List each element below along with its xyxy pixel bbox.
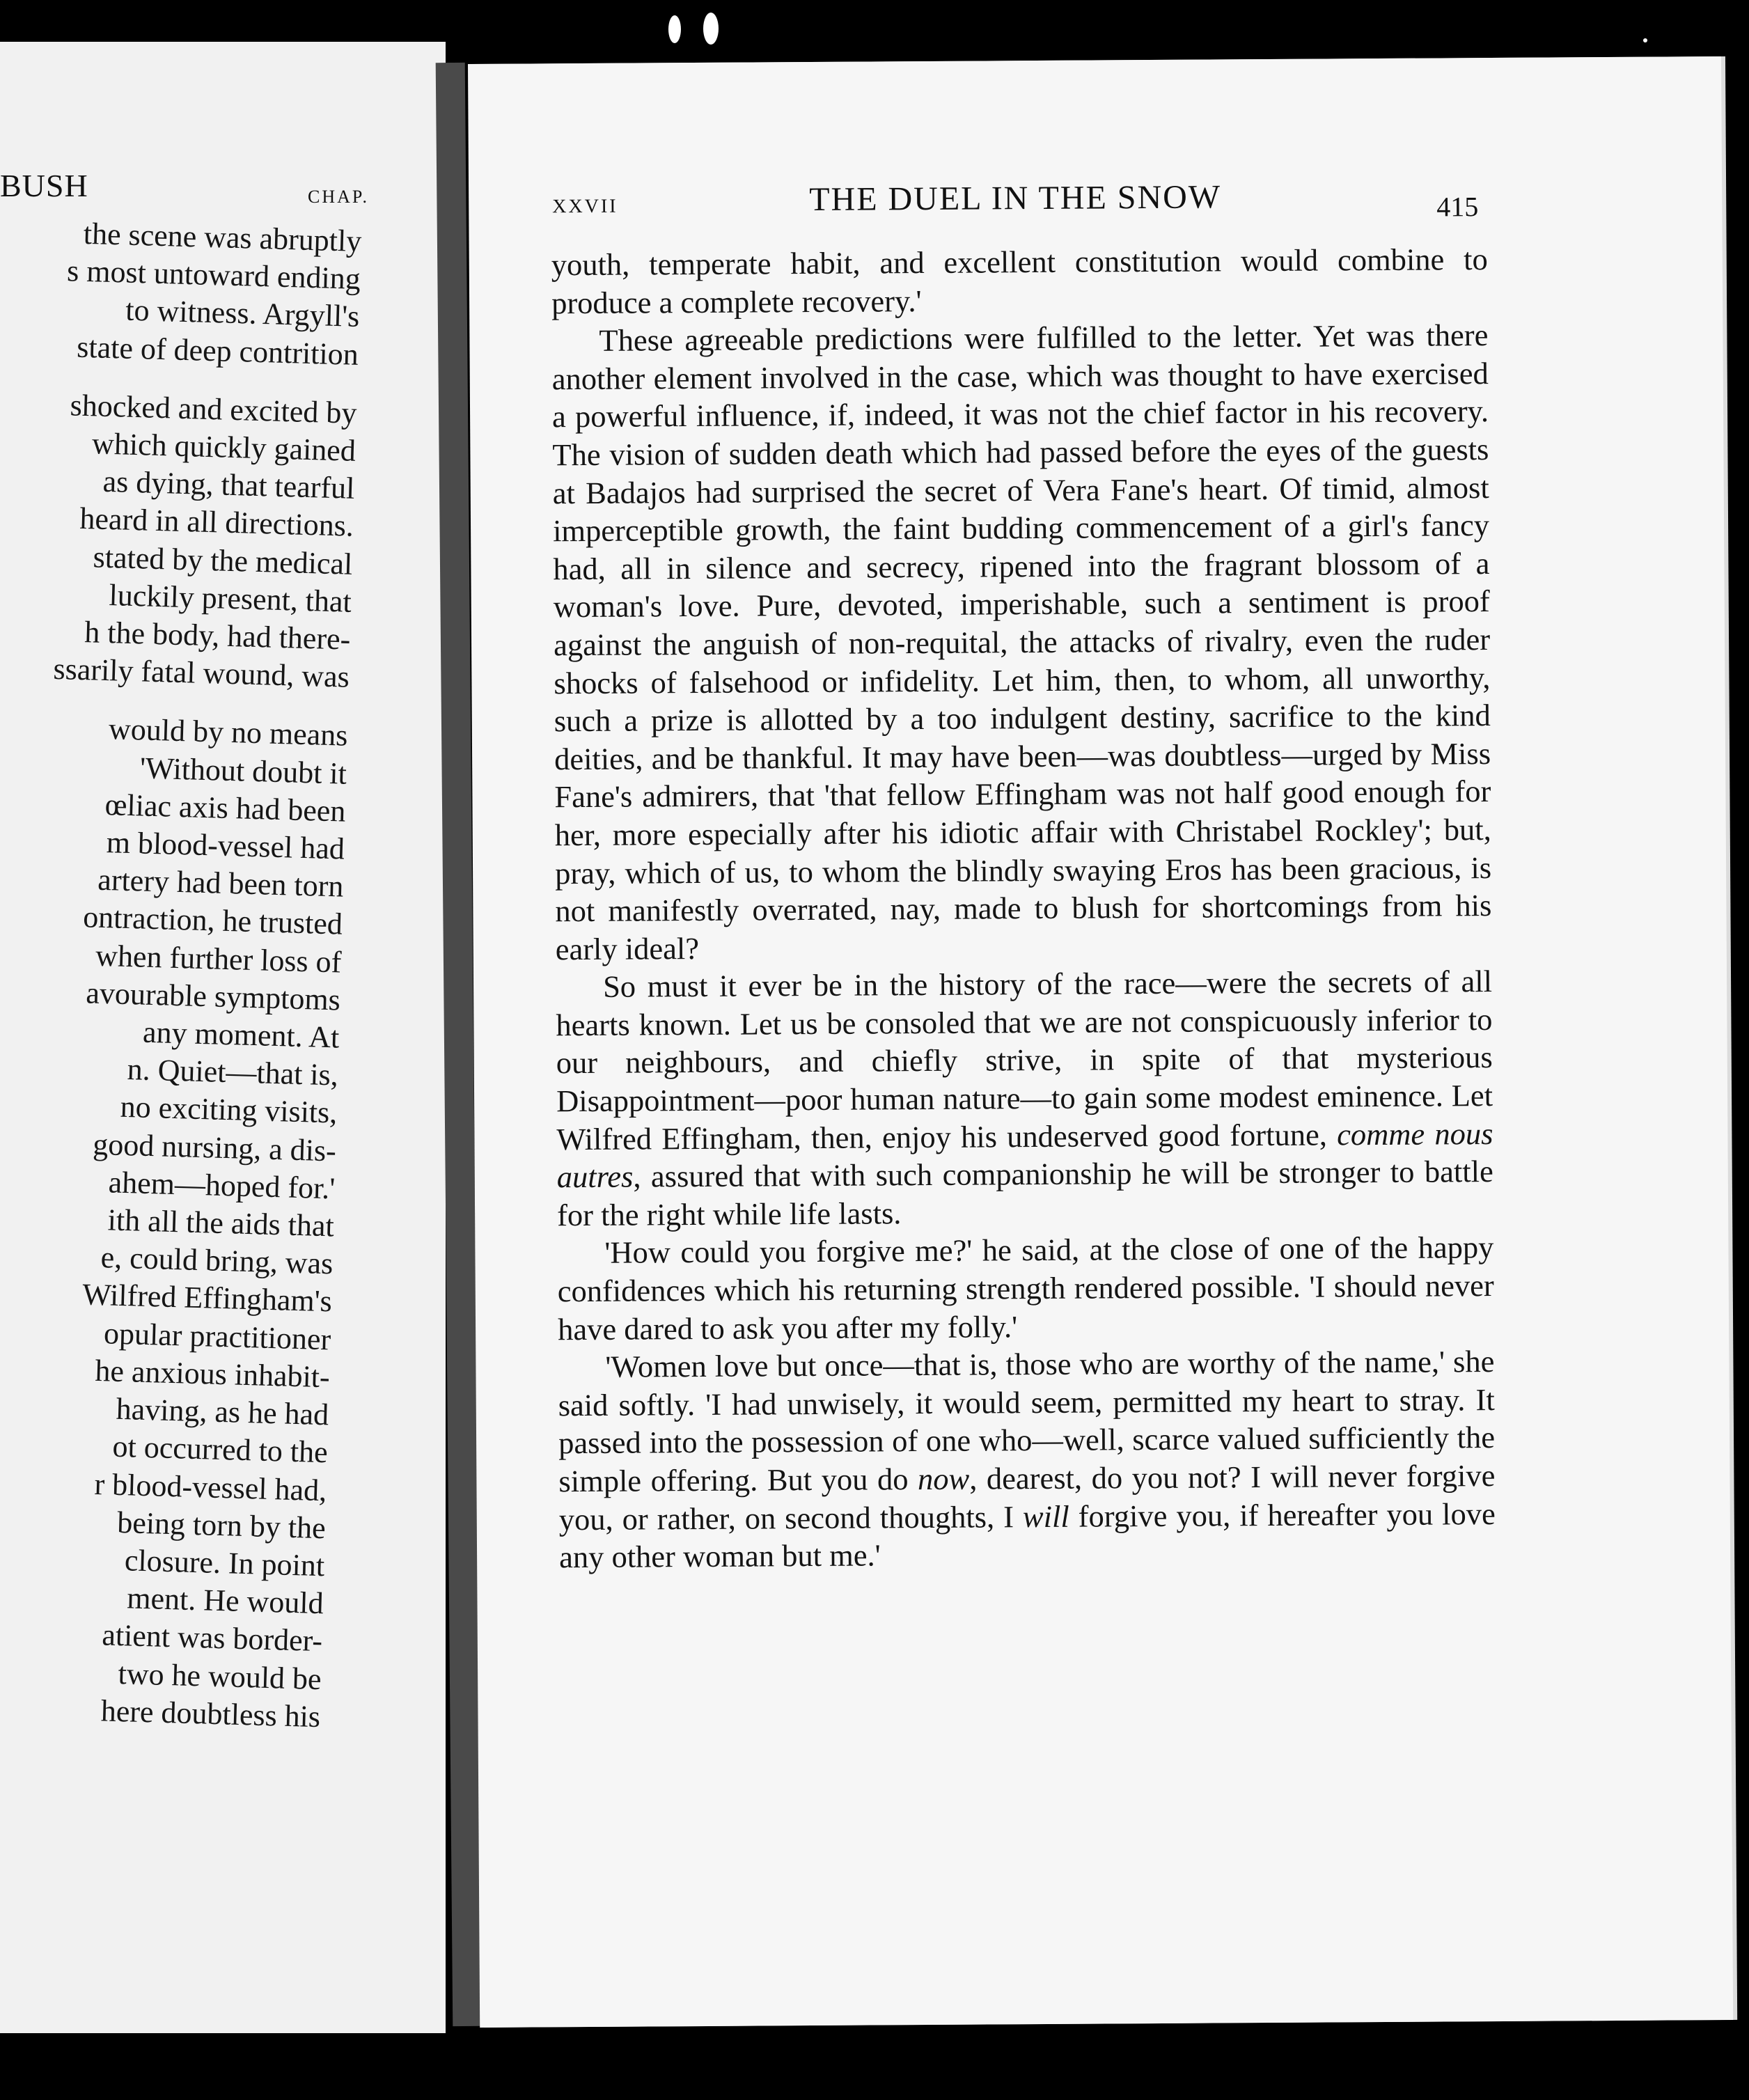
left-text-line: avourable symptoms [85, 975, 341, 1017]
left-text-line: n. Quiet—that is, [127, 1052, 339, 1092]
left-text-line: ahem—hoped for.' [108, 1165, 336, 1206]
left-text-line: artery had been torn [97, 863, 345, 904]
left-text-line: would by no means [108, 712, 349, 753]
left-text-line: m blood-vessel had [106, 825, 345, 866]
left-text-line: any moment. At [142, 1014, 340, 1055]
scan-speck [703, 13, 719, 45]
left-text-line: heard in all directions. [79, 501, 354, 544]
left-text-line: opular practitioner [103, 1315, 331, 1357]
left-text-line: œliac axis had been [104, 787, 347, 829]
italic-word: now [917, 1461, 970, 1497]
paragraph-text: 'Women love but once—that is, those who are worthy of the name,' she said softly. 'I had unwisely, it would seem, permitted my heart to stray. It passed into the possession of one who—well, scarce valued sufficiently the simple offering. But you do [558, 1344, 1496, 1499]
left-text-line: when further loss of [95, 938, 343, 980]
left-text-line: shocked and excited by [70, 388, 358, 430]
left-text-line: he anxious inhabit- [94, 1353, 331, 1395]
left-text-line: ssarily fatal wound, was [53, 652, 350, 694]
left-text-line: 'Without doubt it [139, 751, 347, 791]
left-text-line: state of deep contrition [76, 329, 359, 372]
left-text-line: stated by the medical [93, 540, 353, 581]
paragraph-text: So must it ever be in the history of the race—were the secrets of all hearts known. Let us be consoled that we are not conspicuously inferior to our neighbours, and chiefly strive, in spite of that mysterious Disappointment—poor human nature—to gain some modest eminence. Let Wilfred Effingham, then, enjoy his undeserved good fortune, [556, 964, 1493, 1157]
left-text-line: having, as he had [116, 1391, 329, 1432]
left-page-text [0, 196, 362, 1736]
page-body [551, 240, 1496, 1576]
left-text-line: here doubtless his [100, 1693, 321, 1734]
paragraph: 'How could you forgive me?' he said, at the close of one of the happy confidences which his returning strength rendered possible. 'I should never have dared to ask you after my folly.' [557, 1230, 1494, 1347]
chapter-number: XXVII [552, 195, 618, 218]
chapter-title: THE DUEL IN THE SNOW [809, 178, 1222, 219]
left-running-title: BUSH [0, 168, 88, 203]
left-text-line: ontraction, he trusted [82, 900, 343, 942]
left-text-line: Wilfred Effingham's [81, 1277, 333, 1319]
italic-phrase: comme nous autres [556, 1115, 1493, 1195]
left-text-line: e, could bring, was [100, 1240, 334, 1281]
right-page [468, 56, 1733, 2028]
left-text-line: luckily present, that [109, 577, 352, 619]
left-text-line: r blood-vessel had, [94, 1466, 327, 1507]
scan-speck [1643, 38, 1647, 42]
paragraph [558, 1342, 1496, 1576]
left-text-line: as dying, that tearful [102, 464, 356, 506]
left-running-chap: CHAP. [308, 187, 369, 207]
left-text-line: h the body, had there- [84, 615, 351, 657]
italic-word: will [1022, 1498, 1069, 1534]
paragraph-text: , dearest, do you not? I will never forgive you, or rather, on second thoughts, I [558, 1458, 1496, 1537]
left-text-line: to witness. Argyll's [125, 292, 360, 334]
paragraph: youth, temperate habit, and excellent constitution would combine to produce a complete recovery.' [551, 242, 1488, 320]
left-text-line: ot occurred to the [111, 1429, 329, 1470]
scan-speck [668, 15, 681, 43]
left-text-line: closure. In point [124, 1543, 325, 1583]
left-text-line: two he would be [117, 1656, 322, 1696]
left-text-line: the scene was abruptly [83, 216, 362, 258]
left-text-line: which quickly gained [91, 426, 356, 468]
page-number: 415 [1436, 191, 1479, 223]
running-head [552, 176, 1478, 237]
left-text-line: s most untoward ending [66, 253, 361, 297]
paragraph [556, 962, 1493, 1234]
left-page [0, 42, 446, 2033]
left-text-line: no exciting visits, [120, 1090, 338, 1130]
paragraph-text: , assured that with such companionship he will be stronger to battle for the right while life lasts. [556, 1154, 1493, 1233]
paragraph: These agreeable predictions were fulfilled to the letter. Yet was there another element involved in the case, which was thought to have exercised a powerful influence, if, indeed, it was not the chief factor in his recovery. The vision of sudden death which had passed before the eyes of the guests at Badajos had surprised the secret of Vera Fane's heart. Of timid, almost imperceptible growth, the faint budding commencement of a girl's fancy had, all in silence and secrecy, ripened into the fragrant blossom of a woman's love. Pure, devoted, imperishable, such a sentiment is proof against the anguish of non-requital, the attacks of rivalry, even the ruder shocks of falsehood or infidelity. Let him, then, to whom, all unworthy, such a prize is allotted by a too indulgent destiny, sacrifice to the kind deities, and be thankful. It may have been—was doubtless—urged by Miss Fane's admirers, that 'that fellow Effingham was not half good enough for her, more especially after his idiotic affair with Christabel Rockley'; but, pray, which of us, to whom the blindly swaying Eros has been gracious, is not manifestly overrated, nay, made to blush for shortcomings from his early ideal? [551, 318, 1492, 966]
left-text-line: being torn by the [116, 1505, 327, 1545]
paragraph-text: forgive you, if hereafter you love any other woman but me.' [558, 1496, 1496, 1575]
left-text-line: ment. He would [126, 1581, 324, 1621]
left-text-line: ith all the aids that [107, 1202, 335, 1244]
left-text-line: atient was border- [101, 1617, 323, 1659]
left-text-line: good nursing, a dis- [92, 1127, 337, 1168]
